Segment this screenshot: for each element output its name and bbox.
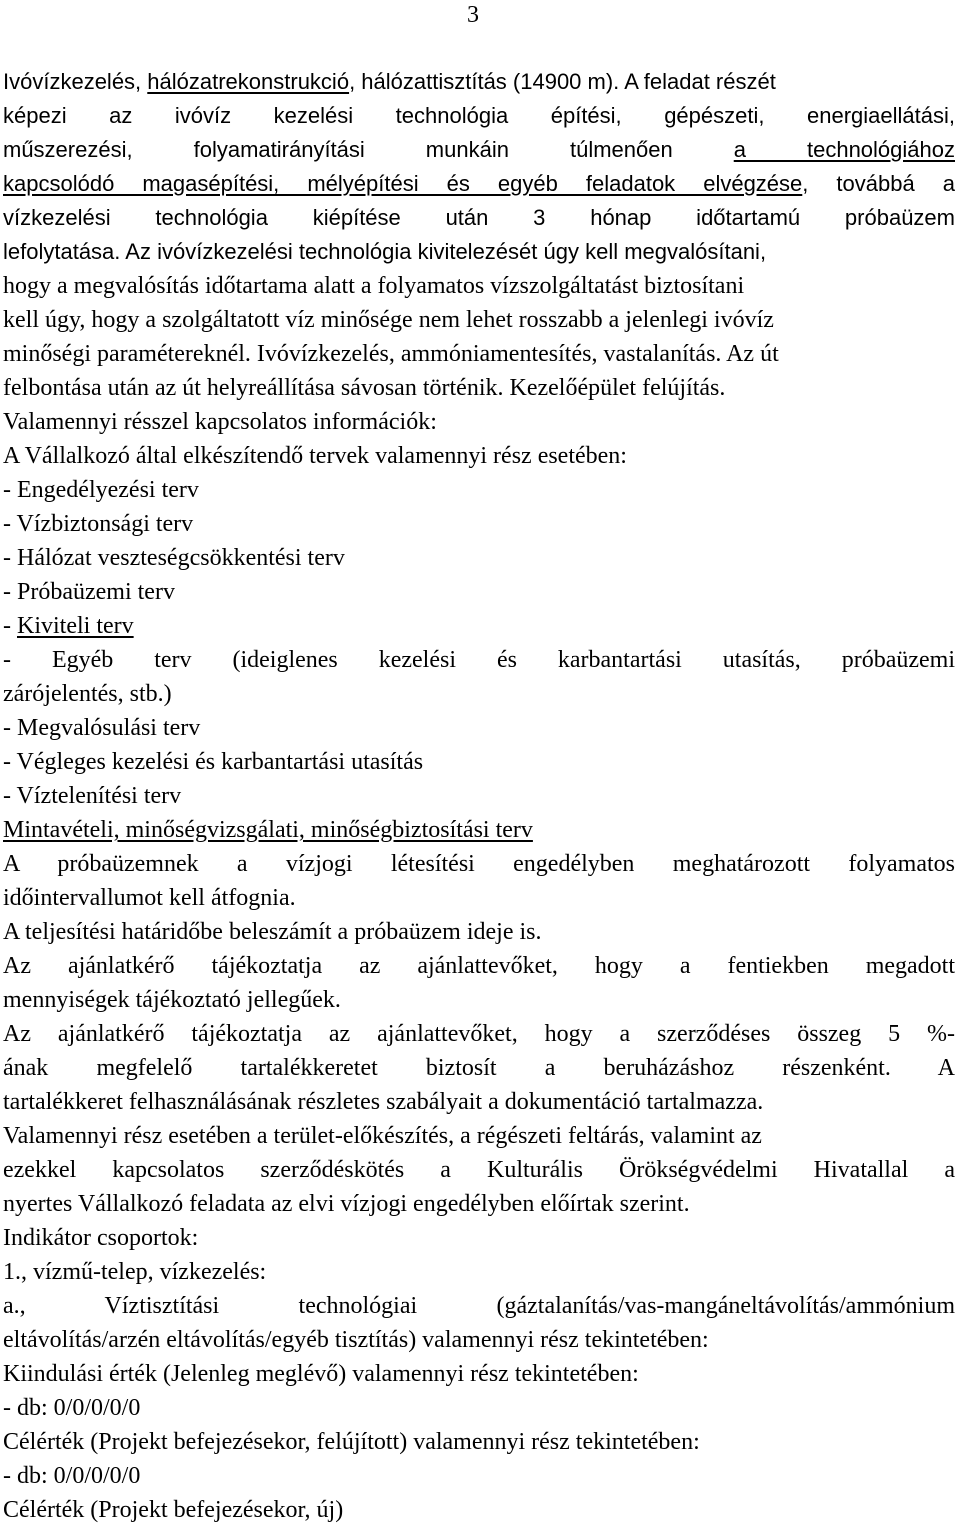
- text-line: [3, 473, 955, 507]
- text-line: [3, 643, 955, 677]
- text-segment: lefolytatása. Az ivóvízkezelési technológia kivitelezését úgy kell megvalósítani,: [3, 239, 767, 264]
- text-segment: ának megfelelő tartalékkeretet biztosít a beruházáshoz részenként. A: [3, 1055, 955, 1081]
- text-line: [3, 1425, 955, 1459]
- text-segment: tartalékkeret felhasználásának részletes szabályait a dokumentáció tartalmazza.: [3, 1089, 764, 1115]
- text-segment: eltávolítás/arzén eltávolítás/egyéb tisztítás) valamennyi rész tekintetében:: [3, 1327, 709, 1353]
- text-segment: , hálózattisztítás (14900 m). A feladat részét: [349, 69, 776, 94]
- text-line: [3, 915, 955, 949]
- text-line: [3, 65, 955, 99]
- text-line: [3, 949, 955, 983]
- underlined-text: kapcsolódó magasépítési, mélyépítési és egyéb feladatok elvégzése: [3, 171, 803, 196]
- text-segment: 1., vízmű-telep, vízkezelés:: [3, 1259, 267, 1285]
- page-number: 3: [467, 2, 479, 28]
- text-segment: - Hálózat veszteségcsökkentési terv: [3, 545, 345, 571]
- text-segment: felbontása után az út helyreállítása sávosan történik. Kezelőépület felújítás.: [3, 375, 726, 401]
- text-line: [3, 1289, 955, 1323]
- text-segment: hogy a megvalósítás időtartama alatt a folyamatos vízszolgáltatást biztosítani: [3, 273, 745, 299]
- text-segment: Kiindulási érték (Jelenleg meglévő) valamennyi rész tekintetében:: [3, 1361, 639, 1387]
- text-line: [3, 1051, 955, 1085]
- text-segment: -: [3, 613, 17, 639]
- text-segment: Valamennyi rész esetében a terület-előkészítés, a régészeti feltárás, valamint az: [3, 1123, 762, 1149]
- text-line: [3, 1085, 955, 1119]
- text-line: [3, 711, 955, 745]
- text-segment: - Végleges kezelési és karbantartási utasítás: [3, 749, 424, 775]
- text-segment: műszerezési, folyamatirányítási munkáin túlmenően: [3, 137, 734, 162]
- text-segment: - db: 0/0/0/0/0: [3, 1395, 141, 1421]
- text-line: [3, 201, 955, 235]
- text-segment: Ivóvízkezelés,: [3, 69, 148, 94]
- text-line: [3, 1119, 955, 1153]
- underlined-text: hálózatrekonstrukció: [147, 69, 350, 94]
- text-segment: időintervallumot kell átfognia.: [3, 885, 296, 911]
- text-line: [3, 1459, 955, 1493]
- text-segment: Az ajánlatkérő tájékoztatja az ajánlattevőket, hogy a fentiekben megadott: [3, 953, 955, 979]
- text-segment: zárójelentés, stb.): [3, 681, 172, 707]
- underlined-text: a technológiához: [733, 137, 955, 162]
- text-line: [3, 303, 955, 337]
- text-line: [3, 1391, 955, 1425]
- text-segment: - Víztelenítési terv: [3, 783, 182, 809]
- text-line: [3, 269, 955, 303]
- text-segment: Célérték (Projekt befejezésekor, felújított) valamennyi rész tekintetében:: [3, 1429, 700, 1455]
- text-line: [3, 167, 955, 201]
- text-segment: , továbbá a: [802, 171, 955, 196]
- text-line: [3, 677, 955, 711]
- text-segment: A Vállalkozó által elkészítendő tervek valamennyi rész esetében:: [3, 443, 627, 469]
- text-segment: - Egyéb terv (ideiglenes kezelési és karbantartási utasítás, próbaüzemi: [3, 647, 955, 673]
- text-line: [3, 507, 955, 541]
- text-line: [3, 99, 955, 133]
- text-segment: Indikátor csoportok:: [3, 1225, 199, 1251]
- text-line: [3, 1255, 955, 1289]
- text-line: [3, 1017, 955, 1051]
- text-line: [3, 813, 955, 847]
- text-segment: - Engedélyezési terv: [3, 477, 199, 503]
- text-segment: A teljesítési határidőbe beleszámít a próbaüzem ideje is.: [3, 919, 542, 945]
- text-line: [3, 575, 955, 609]
- text-line: [3, 1187, 955, 1221]
- text-segment: Valamennyi résszel kapcsolatos információk:: [3, 409, 437, 435]
- text-line: [3, 541, 955, 575]
- text-line: [3, 235, 955, 269]
- text-line: [3, 1323, 955, 1357]
- text-segment: kell úgy, hogy a szolgáltatott víz minősége nem lehet rosszabb a jelenlegi ivóvíz: [3, 307, 774, 333]
- text-segment: képezi az ivóvíz kezelési technológia építési, gépészeti, energiaellátási,: [3, 103, 955, 128]
- text-segment: vízkezelési technológia kiépítése után 3 hónap időtartamú próbaüzem: [3, 205, 955, 230]
- text-line: [3, 337, 955, 371]
- document-body: [3, 65, 955, 1527]
- text-line: [3, 133, 955, 167]
- text-segment: mennyiségek tájékoztató jellegűek.: [3, 987, 341, 1013]
- text-segment: Az ajánlatkérő tájékoztatja az ajánlattevőket, hogy a szerződéses összeg 5 %-: [3, 1021, 955, 1047]
- text-segment: nyertes Vállalkozó feladata az elvi vízjogi engedélyben előírtak szerint.: [3, 1191, 690, 1217]
- text-segment: Célérték (Projekt befejezésekor, új): [3, 1497, 344, 1523]
- text-line: [3, 1221, 955, 1255]
- text-segment: - Próbaüzemi terv: [3, 579, 175, 605]
- text-segment: A próbaüzemnek a vízjogi létesítési engedélyben meghatározott folyamatos: [3, 851, 955, 877]
- text-line: [3, 779, 955, 813]
- text-line: [3, 371, 955, 405]
- text-line: [3, 405, 955, 439]
- text-line: [3, 1357, 955, 1391]
- text-line: [3, 1493, 955, 1527]
- text-line: [3, 881, 955, 915]
- underlined-text: Mintavételi, minőségvizsgálati, minőségbiztosítási terv: [3, 817, 533, 843]
- text-segment: a., Víztisztítási technológiai (gáztalanítás/vas-mangáneltávolítás/ammónium: [3, 1293, 955, 1319]
- text-segment: minőségi paramétereknél. Ivóvízkezelés, ammóniamentesítés, vastalanítás. Az út: [3, 341, 779, 367]
- underlined-text: Kiviteli terv: [17, 613, 134, 639]
- text-line: [3, 983, 955, 1017]
- text-line: [3, 745, 955, 779]
- text-line: [3, 847, 955, 881]
- text-segment: - db: 0/0/0/0/0: [3, 1463, 141, 1489]
- text-segment: - Megvalósulási terv: [3, 715, 201, 741]
- text-segment: - Vízbiztonsági terv: [3, 511, 194, 537]
- text-line: [3, 439, 955, 473]
- text-line: [3, 609, 955, 643]
- text-segment: ezekkel kapcsolatos szerződéskötés a Kulturális Örökségvédelmi Hivatallal a: [3, 1157, 955, 1183]
- text-line: [3, 1153, 955, 1187]
